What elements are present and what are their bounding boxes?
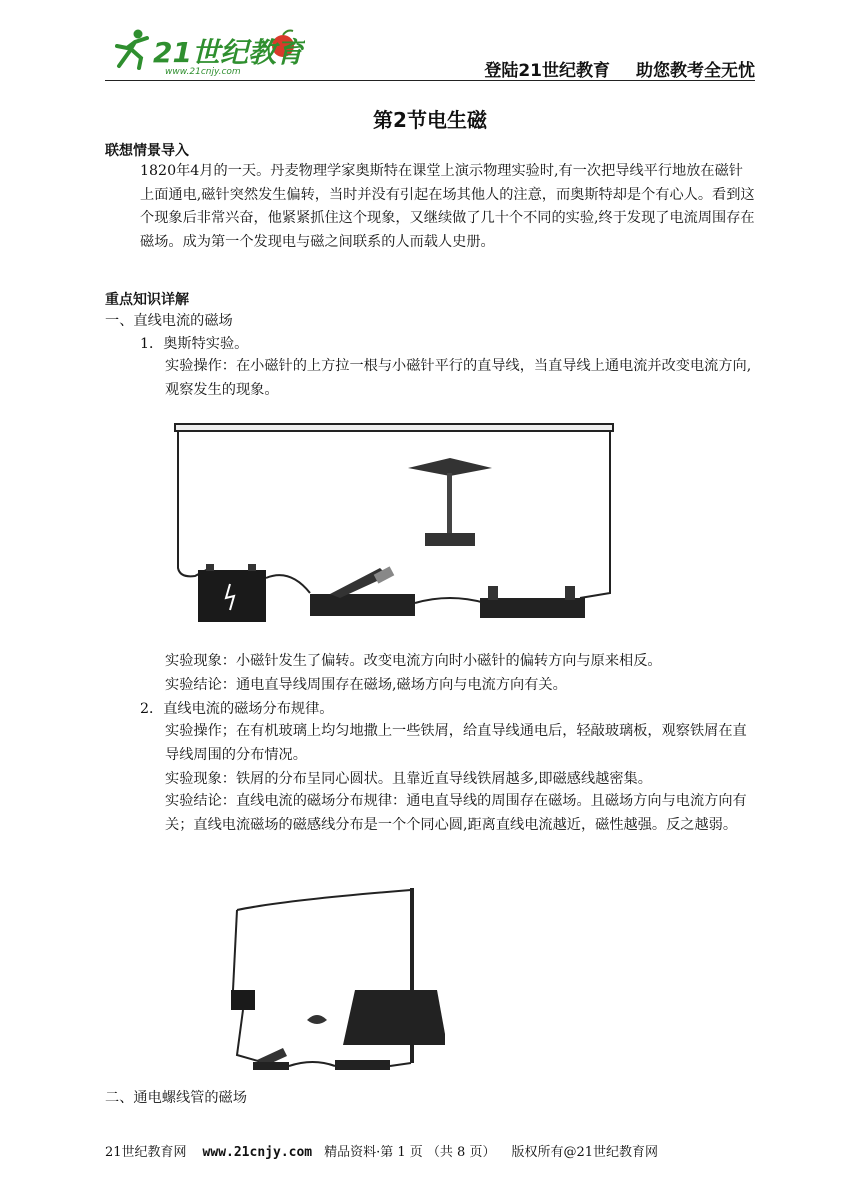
footer-url[interactable]: www.21cnjy.com [202, 1145, 313, 1160]
svg-text:www.21cnjy.com: www.21cnjy.com [165, 67, 241, 76]
item2-title: 2．直线电流的磁场分布规律。 [140, 701, 334, 717]
slogan-left: 登陆21世纪教育 [484, 61, 610, 81]
footer-copyright: 版权所有@21世纪教育网 [511, 1145, 659, 1160]
section-heading-intro: 联想情景导入 [105, 143, 189, 159]
21cnjy-logo [105, 28, 305, 76]
page-header [105, 28, 755, 81]
item1-conclusion: 实验结论：通电直导线周围存在磁场,磁场方向与电流方向有关。 [165, 677, 567, 693]
section-heading-key-points: 重点知识详解 [105, 292, 189, 308]
oersted-experiment-figure [170, 418, 620, 630]
svg-text:21世纪教育: 21世纪教育 [153, 36, 304, 69]
page-title: 第2节电生磁 [373, 108, 487, 132]
page-footer [105, 1141, 658, 1160]
item2-phenomenon: 实验现象：铁屑的分布呈同心圆状。且靠近直导线铁屑越多,即磁感线越密集。 [165, 771, 652, 787]
footer-page: 精品资料·第 1 页 （共 8 页） [324, 1145, 496, 1160]
item1-operation: 实验操作：在小磁针的上方拉一根与小磁针平行的直导线，当直导线上通电流并改变电流方向,观察发生的现象。 [165, 358, 752, 398]
item2-operation: 实验操作；在有机玻璃上均匀地撒上一些铁屑，给直导线通电后，轻敲玻璃板，观察铁屑在直导线周围的分布情况。 [165, 723, 747, 763]
item2-conclusion: 实验结论：直线电流的磁场分布规律：通电直导线的周围存在磁场。且磁场方向与电流方向有关；直线电流磁场的磁感线分布是一个个同心圆,距离直线电流越近，磁性越强。反之越弱。 [165, 793, 747, 833]
intro-paragraph: 1820年4月的一天。丹麦物理学家奥斯特在课堂上演示物理实验时,有一次把导线平行地放在磁针上面通电,磁针突然发生偏转，当时并没有引起在场其他人的注意，而奥斯特却是个有心人。看到这个现象后非常兴奋，他紧紧抓住这个现象，又继续做了几十个不同的实验,终于发现了电流周围存在磁场。成为第一个发现电与磁之间联系的人而载人史册。 [140, 163, 755, 250]
part1-heading: 一、直线电流的磁场 [105, 313, 233, 329]
item1-title: 1．奥斯特实验。 [140, 336, 249, 352]
footer-site: 21世纪教育网 [105, 1145, 187, 1160]
part2-heading: 二、通电螺线管的磁场 [105, 1090, 247, 1106]
straight-wire-field-figure [225, 880, 445, 1075]
header-slogan [484, 56, 755, 81]
slogan-right: 助您教考全无忧 [636, 61, 755, 81]
item1-phenomenon: 实验现象：小磁针发生了偏转。改变电流方向时小磁针的偏转方向与原来相反。 [165, 653, 662, 669]
